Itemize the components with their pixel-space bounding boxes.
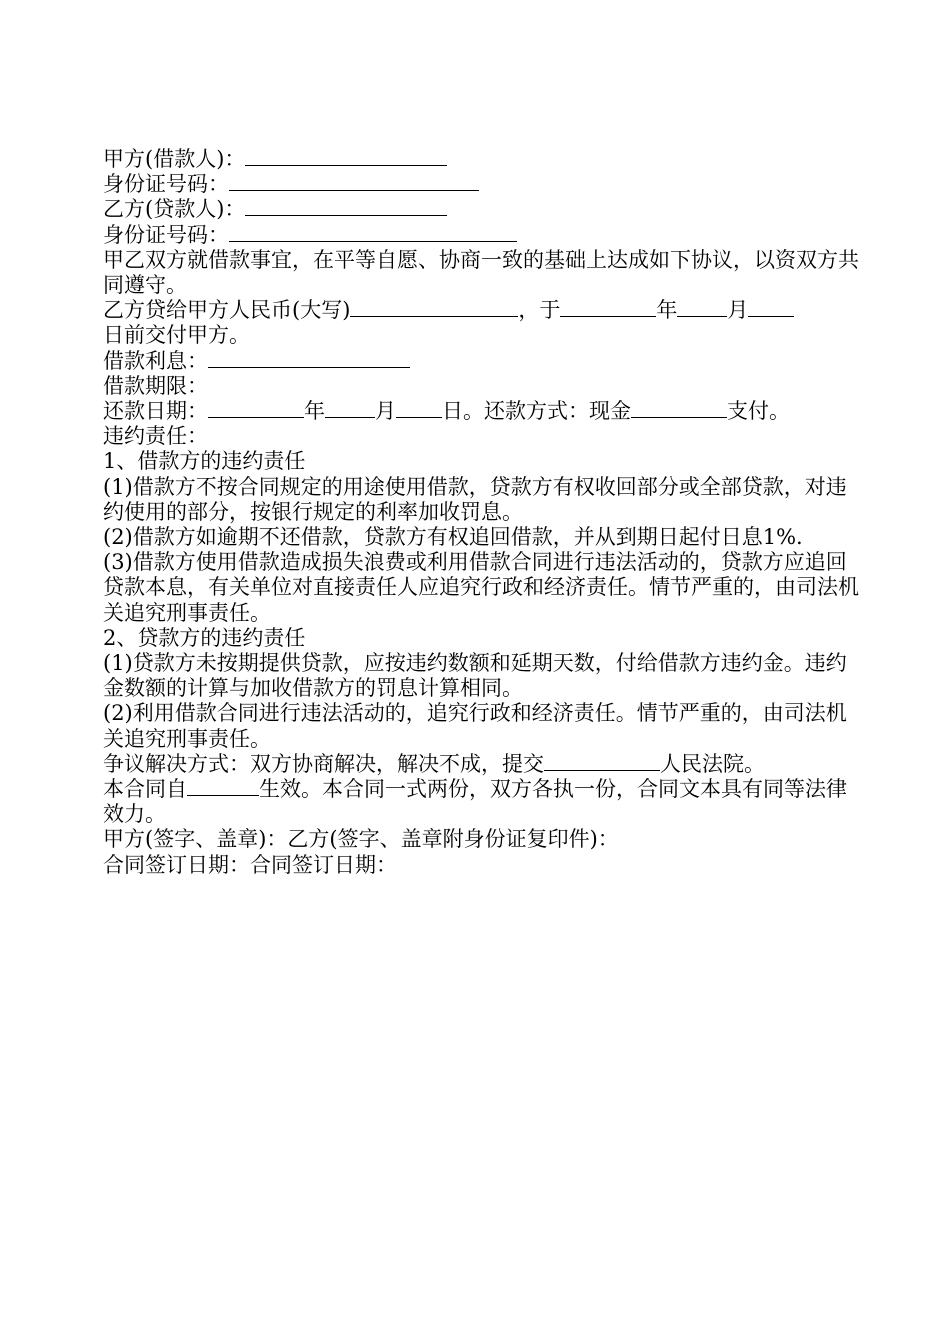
dispute-row	[103, 752, 863, 777]
party-b-label: 乙方(贷款人)：	[103, 197, 246, 222]
repay-year-word: 年	[304, 399, 325, 424]
loan-prefix: 乙方贷给甲方人民币(大写)	[103, 298, 351, 323]
liability-title: 违约责任：	[103, 424, 208, 449]
borrower-clause-3: (3)借款方使用借款造成损失浪费或利用借款合同进行违法活动的，贷款方应追回贷款本息，有关单位对直接责任人应追究行政和经济责任。情节严重的，由司法机关追究刑事责任。	[103, 550, 859, 625]
interest-label: 借款利息：	[103, 348, 208, 373]
dispute-prefix: 争议解决方式：双方协商解决，解决不成，提交	[103, 751, 544, 776]
party-b-id-row	[103, 223, 863, 248]
effective-prefix: 本合同自	[103, 777, 187, 802]
loan-year-blank[interactable]	[560, 298, 656, 317]
party-a-label: 甲方(借款人)：	[103, 147, 246, 171]
signature-line: 甲方(签字、盖章)：乙方(签字、盖章附身份证复印件)：	[103, 827, 619, 852]
repay-method-blank[interactable]	[631, 399, 727, 418]
lender-clause-1: (1)贷款方未按期提供贷款，应按违约数额和延期天数，付给借款方违约金。违约金数额的计算与加收借款方的罚息计算相同。	[103, 651, 847, 701]
interest-row	[103, 349, 863, 374]
borrower-liability-title: 1、借款方的违约责任	[103, 449, 306, 474]
term-row: 借款期限：	[103, 373, 208, 398]
repay-month-word: 月	[375, 399, 396, 424]
repay-month-blank[interactable]	[325, 399, 375, 418]
borrower-clause-2: (2)借款方如逾期不还借款，贷款方有权追回借款，并从到期日起付日息1%.	[103, 525, 803, 550]
effective-suffix: 生效。本合同一式两份，双方各执一份，合同文本具有同等法律效力。	[103, 777, 847, 827]
dispute-suffix: 人民法院。	[660, 751, 765, 776]
pay-word: 支付。	[727, 399, 790, 424]
loan-day-blank[interactable]	[748, 298, 794, 317]
effective-paragraph	[103, 777, 863, 827]
party-b-id-label: 身份证号码：	[103, 222, 229, 247]
loan-suffix-row: 日前交付甲方。	[103, 323, 250, 348]
party-b-blank[interactable]	[245, 197, 447, 216]
repay-day-method: 日。还款方式：现金	[442, 399, 631, 424]
lender-liability-title: 2、贷款方的违约责任	[103, 625, 306, 650]
repay-date-label: 还款日期：	[103, 399, 208, 424]
signing-date-line: 合同签订日期：合同签订日期：	[103, 852, 397, 877]
loan-amount-row	[103, 298, 863, 323]
effective-date-blank[interactable]	[187, 777, 259, 796]
party-a-id-blank[interactable]	[229, 172, 479, 191]
interest-blank[interactable]	[208, 349, 410, 368]
party-a-id-label: 身份证号码：	[103, 172, 229, 197]
party-b-id-blank[interactable]	[229, 223, 517, 242]
loan-amount-blank[interactable]	[350, 298, 518, 317]
party-a-blank[interactable]	[245, 147, 447, 166]
intro-paragraph: 甲乙双方就借款事宜，在平等自愿、协商一致的基础上达成如下协议，以资双方共同遵守。	[103, 247, 859, 298]
loan-month-blank[interactable]	[677, 298, 727, 317]
repay-year-blank[interactable]	[208, 399, 304, 418]
repay-row	[103, 399, 863, 424]
repay-day-blank[interactable]	[396, 399, 442, 418]
lender-clause-2: (2)利用借款合同进行违法活动的，追究行政和经济责任。情节严重的，由司法机关追究刑事责任。	[103, 701, 847, 751]
loan-contract-document	[103, 147, 863, 878]
borrower-clause-1: (1)借款方不按合同规定的用途使用借款，贷款方有权收回部分或全部贷款，对违约使用的部分，按银行规定的利率加收罚息。	[103, 474, 847, 524]
loan-year-word: 年	[656, 298, 678, 323]
loan-month-word: 月	[727, 298, 749, 323]
party-a-id-row	[103, 172, 863, 197]
loan-comma: ，于	[518, 298, 561, 323]
party-b-row	[103, 197, 863, 222]
court-blank[interactable]	[544, 752, 660, 771]
party-a-row	[103, 147, 863, 172]
